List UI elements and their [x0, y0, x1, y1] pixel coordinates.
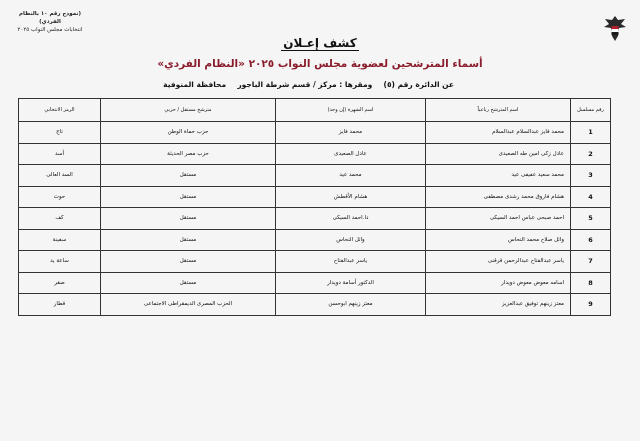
- cell-serial-number: 6: [571, 229, 611, 251]
- cell-affiliation: مستقل: [101, 251, 276, 273]
- cell-candidate-name: معتز زينهم توفيق عبدالعزيز: [426, 294, 571, 316]
- governorate-label: محافظة المنوفية: [163, 80, 227, 89]
- table-header-row: [19, 99, 611, 122]
- table-row: [19, 272, 611, 294]
- cell-candidate-name: عادل زكى امين طه الصعيدى: [426, 143, 571, 165]
- cell-affiliation: حزب حماة الوطن: [101, 122, 276, 144]
- cell-serial-number: 8: [571, 272, 611, 294]
- cell-known-as: ياسر عبدالفتاح: [276, 251, 426, 273]
- cell-affiliation: مستقل: [101, 272, 276, 294]
- cell-electoral-symbol: قطار: [19, 294, 101, 316]
- table-row: [19, 294, 611, 316]
- cell-serial-number: 9: [571, 294, 611, 316]
- cell-electoral-symbol: كف: [19, 208, 101, 230]
- cell-serial-number: 1: [571, 122, 611, 144]
- cell-serial-number: 7: [571, 251, 611, 273]
- page-title-text: كشف إعـلان: [283, 36, 357, 50]
- cell-serial-number: 4: [571, 186, 611, 208]
- candidates-table: [18, 98, 611, 316]
- table-row: [19, 122, 611, 144]
- cell-electoral-symbol: أسد: [19, 143, 101, 165]
- cell-known-as: دا.احمد السيكى: [276, 208, 426, 230]
- cell-serial-number: 5: [571, 208, 611, 230]
- cell-candidate-name: هشام فاروق محمد رشدى مصطفى: [426, 186, 571, 208]
- cell-candidate-name: وائل صلاح محمد النحاس: [426, 229, 571, 251]
- table-row: [19, 229, 611, 251]
- district-line: [163, 80, 454, 89]
- cell-electoral-symbol: حوت: [19, 186, 101, 208]
- cell-known-as: محمد فايز: [276, 122, 426, 144]
- page-subtitle: أسماء المترشحين لعضوية مجلس النواب ٢٠٢٥ «النظام الفردي»: [157, 58, 483, 70]
- district-number: (٥): [383, 80, 395, 89]
- header-serial-number: رقم مسلسل: [571, 99, 611, 122]
- header-candidate-name: اسم المترشح رباعياً: [426, 99, 571, 122]
- election-label: انتخابات مجلس النواب ٢٠٢٥: [17, 27, 83, 33]
- cell-candidate-name: احمد صبحى عباس احمد السيكى: [426, 208, 571, 230]
- cell-affiliation: مستقل: [101, 165, 276, 187]
- district-headquarters: ومقرها : مركز / قسم شرطة الباجور: [237, 80, 373, 89]
- cell-affiliation: مستقل: [101, 229, 276, 251]
- cell-affiliation: الحزب المصرى الديمقراطى الاجتماعى: [101, 294, 276, 316]
- cell-affiliation: حزب مصر الحديثة: [101, 143, 276, 165]
- cell-candidate-name: محمد فايز عبدالسلام عبدالسلام: [426, 122, 571, 144]
- cell-serial-number: 3: [571, 165, 611, 187]
- table-row: [19, 251, 611, 273]
- cell-serial-number: 2: [571, 143, 611, 165]
- cell-known-as: محمد عيد: [276, 165, 426, 187]
- header-known-as: اسم الشهرة (إن وجد): [276, 99, 426, 122]
- form-number-label: (نموذج رقم ١٠ بالنظام الفردي): [19, 11, 81, 25]
- district-label: عن الدائرة رقم: [397, 80, 454, 89]
- cell-known-as: وائل النحاس: [276, 229, 426, 251]
- table-row: [19, 186, 611, 208]
- cell-candidate-name: ياسر عبدالفتاح عبدالرحمن قرقنى: [426, 251, 571, 273]
- cell-candidate-name: اسامه معوض معوض دويدار: [426, 272, 571, 294]
- cell-electoral-symbol: السد العالى: [19, 165, 101, 187]
- cell-electoral-symbol: ساعة يد: [19, 251, 101, 273]
- cell-known-as: عادل الصعيدى: [276, 143, 426, 165]
- cell-affiliation: مستقل: [101, 186, 276, 208]
- cell-electoral-symbol: سفينة: [19, 229, 101, 251]
- table-row: [19, 208, 611, 230]
- cell-known-as: هشام الأقطش: [276, 186, 426, 208]
- cell-known-as: معتز زينهم ابوحسن: [276, 294, 426, 316]
- cell-electoral-symbol: صقر: [19, 272, 101, 294]
- table-row: [19, 165, 611, 187]
- cell-affiliation: مستقل: [101, 208, 276, 230]
- form-reference-tag: [10, 10, 90, 34]
- cell-candidate-name: محمد سعيد عفيفى عيد: [426, 165, 571, 187]
- header-affiliation: مترشح مستقل / حزبي: [101, 99, 276, 122]
- header-electoral-symbol: الرمز الانتخابي: [19, 99, 101, 122]
- table-row: [19, 143, 611, 165]
- cell-known-as: الدكتور أسامة دويدار: [276, 272, 426, 294]
- cell-electoral-symbol: تاج: [19, 122, 101, 144]
- page-title: [0, 36, 640, 50]
